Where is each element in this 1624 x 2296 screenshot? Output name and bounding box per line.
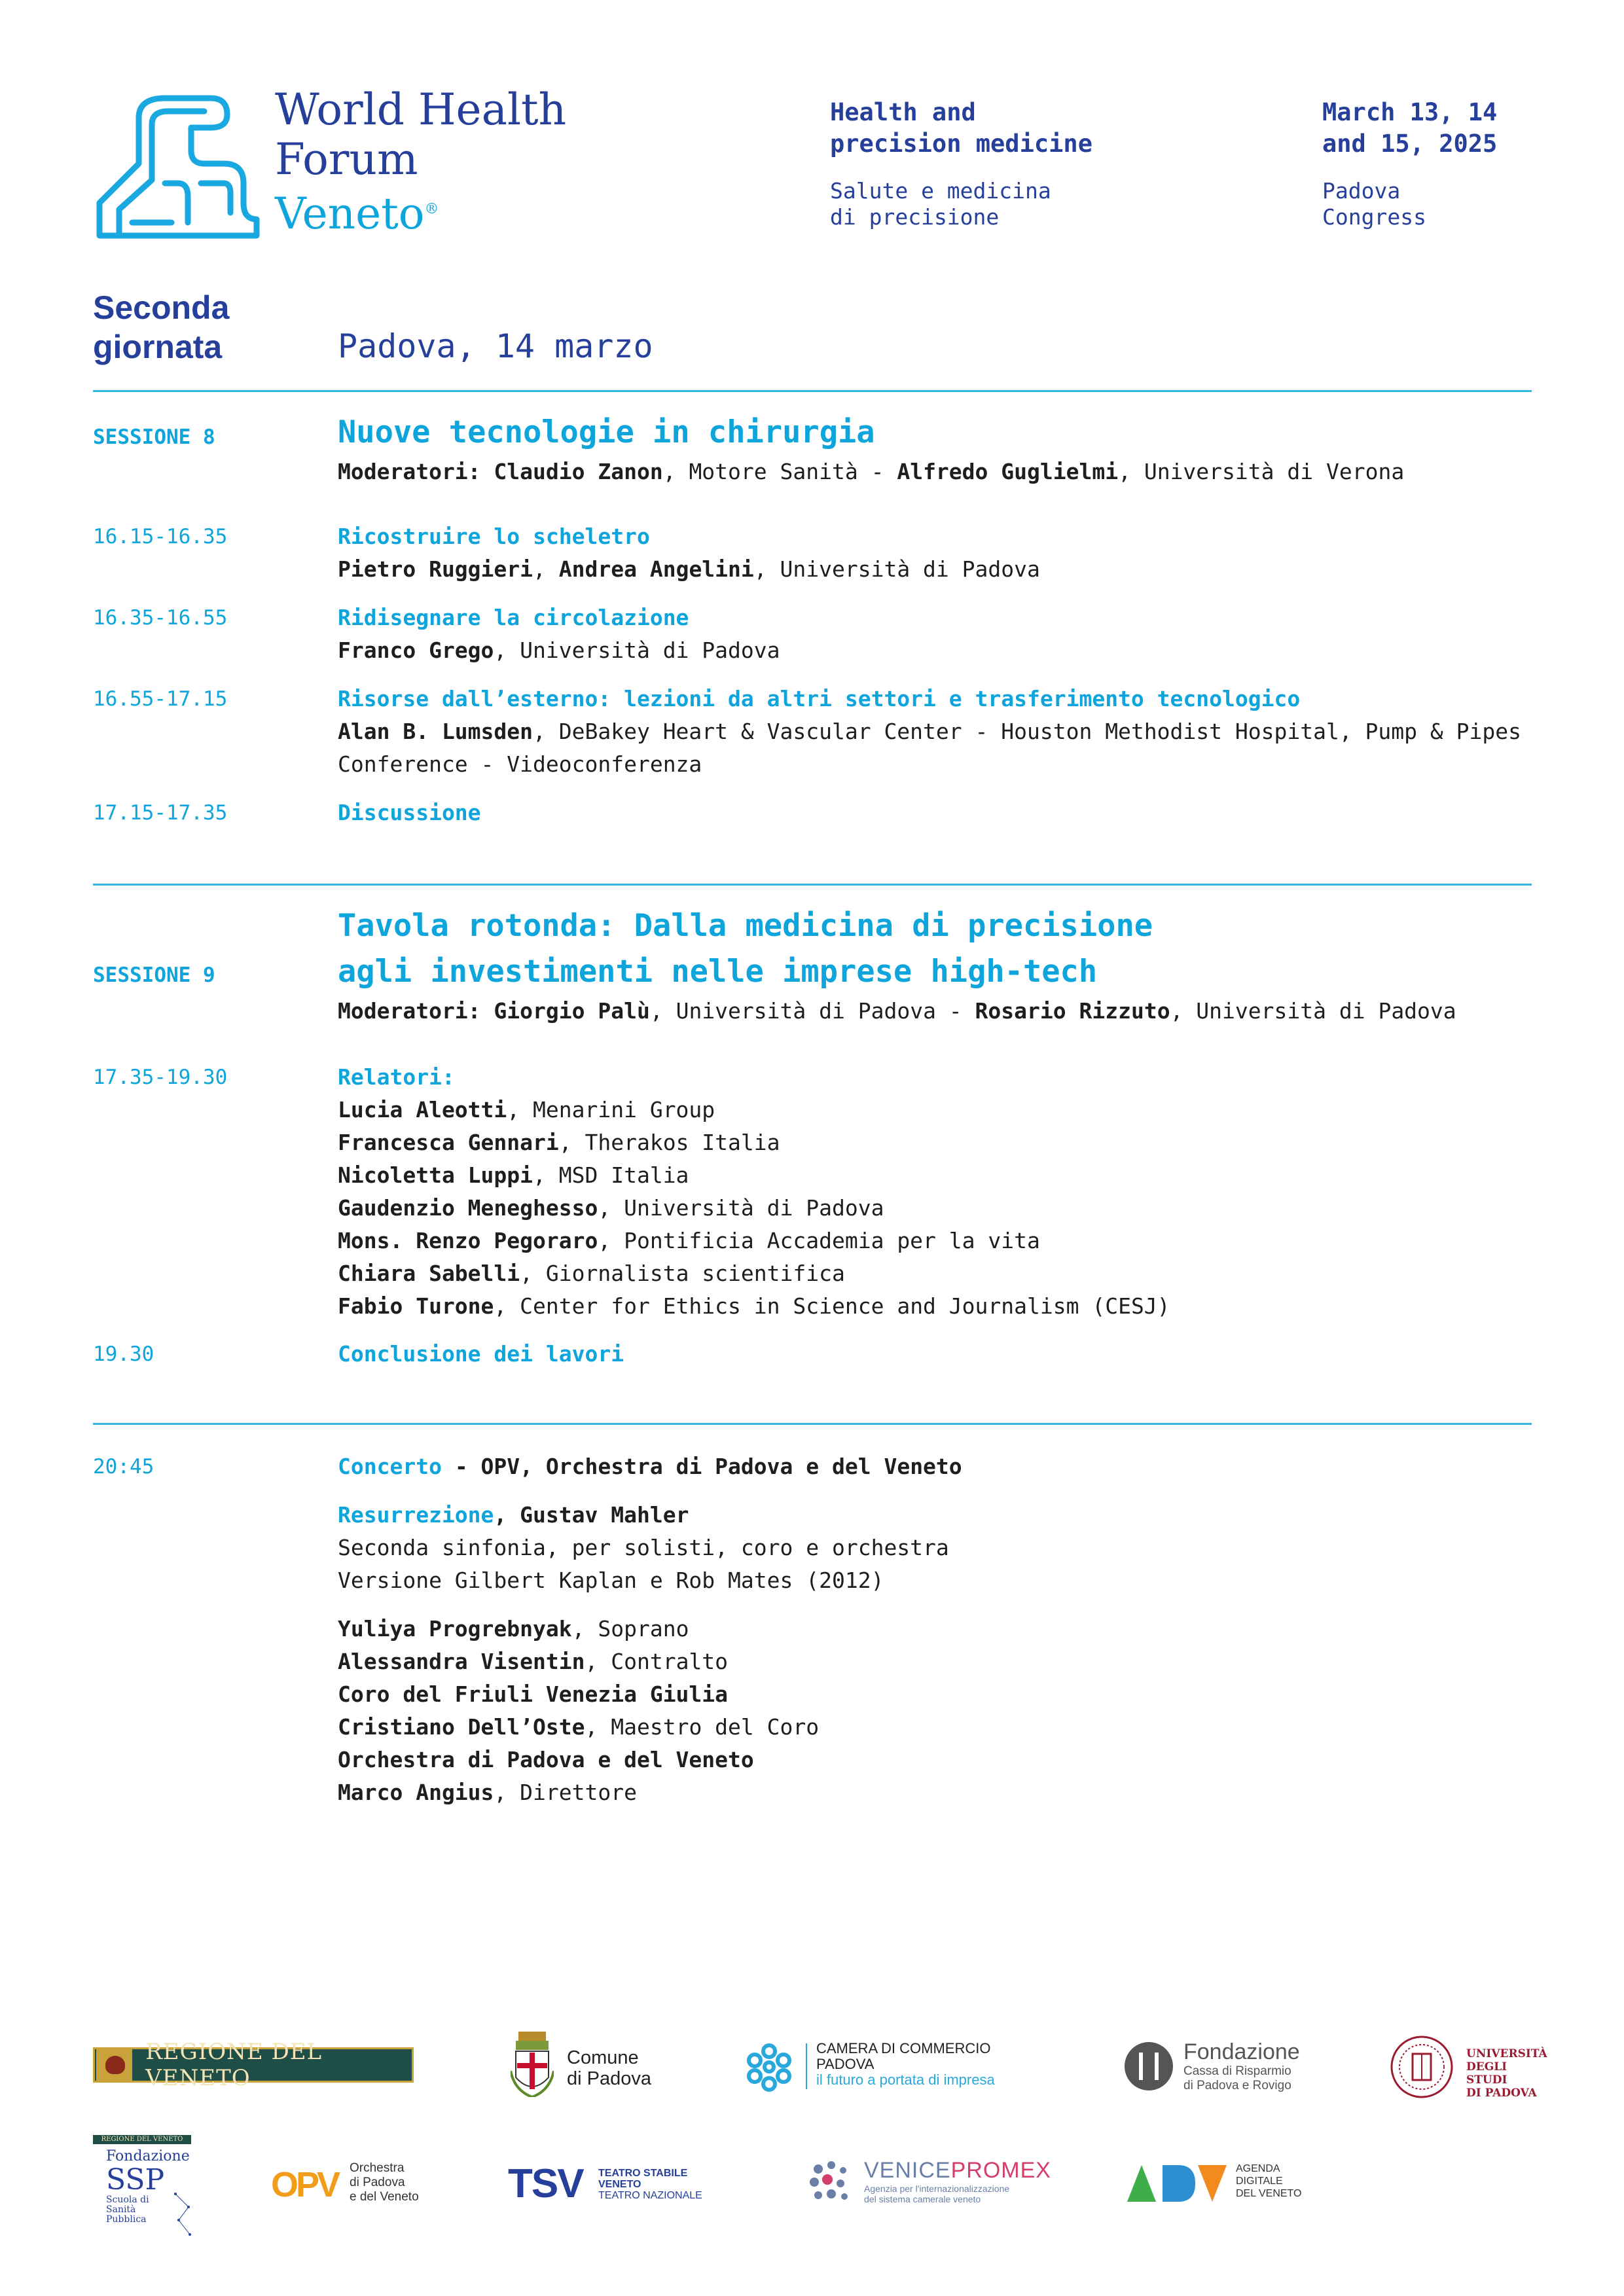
speaker-row bbox=[338, 1159, 1542, 1192]
performer-row bbox=[338, 1678, 1542, 1711]
constellation-icon bbox=[169, 2187, 195, 2240]
speaker-row bbox=[338, 1192, 1542, 1225]
city-shield-icon bbox=[511, 2032, 554, 2097]
theme-en-line-2: precision medicine bbox=[830, 130, 1092, 158]
talk-title: Conclusione dei lavori bbox=[338, 1341, 624, 1367]
piece-composer: , Gustav Mahler bbox=[494, 1502, 689, 1528]
opv-line-1: Orchestra bbox=[350, 2161, 405, 2175]
spacer bbox=[338, 1597, 1542, 1613]
session-9 bbox=[338, 903, 1542, 1028]
speaker-name: Andrea Angelini bbox=[558, 556, 754, 582]
moderator-affiliation: , Università di Padova - bbox=[649, 998, 975, 1024]
speaker-row bbox=[338, 1094, 1542, 1126]
speaker-affiliation: , Center for Ethics in Science and Journalism (CESJ) bbox=[494, 1293, 1170, 1319]
unipd-line-3: DI PADOVA bbox=[1466, 2087, 1537, 2100]
tsv-text bbox=[598, 2168, 702, 2201]
adv-text bbox=[1236, 2162, 1301, 2200]
session-8-title: Nuove tecnologie in chirurgia bbox=[338, 414, 875, 450]
session-9-title-line-1: Tavola rotonda: Dalla medicina di precisione bbox=[338, 908, 1153, 944]
moderator-affiliation: , Motore Sanità - bbox=[662, 459, 897, 484]
unipd-line-1: UNIVERSITÀ bbox=[1466, 2047, 1547, 2060]
talk-item bbox=[338, 601, 1542, 667]
speaker-row bbox=[338, 1225, 1542, 1257]
session-8-moderators bbox=[338, 456, 1542, 488]
ssp-line-1: Fondazione bbox=[106, 2148, 190, 2164]
performer-role: , Soprano bbox=[571, 1616, 689, 1641]
performer-name: Cristiano Dell’Oste bbox=[338, 1714, 585, 1740]
event-venue bbox=[1322, 178, 1426, 230]
speaker-row bbox=[338, 1126, 1542, 1159]
performer-row bbox=[338, 1711, 1542, 1744]
speaker-name: Gaudenzio Meneghesso bbox=[338, 1195, 598, 1221]
performer-role: , Maestro del Coro bbox=[585, 1714, 820, 1740]
regione-veneto-text: REGIONE DEL VENETO bbox=[145, 2039, 323, 2091]
divider bbox=[93, 1423, 1532, 1425]
promex-line-1: Agenzia per l'internazionalizzazione bbox=[864, 2183, 1010, 2194]
brand-line-2: Forum bbox=[275, 134, 418, 185]
talk-time: 16.15-16.35 bbox=[93, 525, 228, 548]
adv-line-1: AGENDA bbox=[1236, 2163, 1280, 2174]
theme-english bbox=[830, 97, 1092, 160]
talk-time: 16.35-16.55 bbox=[93, 606, 228, 630]
university-seal-icon bbox=[1389, 2034, 1454, 2100]
registered-mark: ® bbox=[424, 201, 439, 217]
speaker-name: Franco Grego bbox=[338, 637, 494, 663]
divider bbox=[93, 884, 1532, 886]
lion-icon bbox=[93, 92, 263, 242]
talk-item bbox=[338, 683, 1542, 781]
session-8-label: SESSIONE 8 bbox=[93, 425, 215, 449]
talk-item bbox=[338, 520, 1542, 586]
talk-item bbox=[338, 797, 1542, 829]
camera-commercio-logo bbox=[743, 2041, 1051, 2093]
promex-word-b: PROMEX bbox=[950, 2158, 1051, 2183]
talk-speakers bbox=[338, 634, 1542, 667]
opv-text bbox=[350, 2161, 419, 2204]
regione-veneto-logo bbox=[93, 2039, 414, 2091]
fondazione-line-1: Fondazione bbox=[1183, 2039, 1300, 2064]
moderator-name: Claudio Zanon bbox=[494, 459, 663, 484]
performer-role: , Contralto bbox=[585, 1649, 729, 1674]
speaker-separator: , bbox=[533, 556, 559, 582]
promex-line-2: del sistema camerale veneto bbox=[864, 2194, 981, 2204]
opv-line-3: e del Veneto bbox=[350, 2190, 419, 2204]
comune-line-1: Comune bbox=[567, 2047, 639, 2068]
performer-name: Marco Angius bbox=[338, 1780, 494, 1805]
ssp-line-5: Pubblica bbox=[106, 2214, 147, 2225]
venue-line-1: Padova bbox=[1322, 178, 1401, 204]
speaker-affiliation: , Università di Padova bbox=[753, 556, 1040, 582]
adv-mark-icon bbox=[1125, 2161, 1229, 2207]
fondazione-line-2: Cassa di Risparmio bbox=[1183, 2064, 1291, 2078]
ssp-logo bbox=[93, 2135, 198, 2243]
speaker-name: Fabio Turone bbox=[338, 1293, 494, 1319]
speaker-name: Alan B. Lumsden bbox=[338, 719, 533, 744]
camera-text bbox=[816, 2041, 995, 2088]
talk-title: Risorse dall’esterno: lezioni da altri settori e trasferimento tecnologico bbox=[338, 686, 1301, 711]
opv-logo bbox=[271, 2159, 441, 2211]
moderators-label: Moderatori: bbox=[338, 459, 494, 484]
performer-role: , Direttore bbox=[494, 1780, 637, 1805]
fondazione-mark-icon bbox=[1125, 2042, 1173, 2090]
talk-item bbox=[338, 1338, 1542, 1371]
moderator-name: Giorgio Palù bbox=[494, 998, 650, 1024]
talk-time: 17.35-19.30 bbox=[93, 1066, 228, 1089]
adv-line-2: DIGITALE bbox=[1236, 2176, 1283, 2187]
performer-name: Alessandra Visentin bbox=[338, 1649, 585, 1674]
speaker-affiliation: , DeBakey Heart & Vascular Center - Houston Methodist Hospital, Pump & Pipes Conference - Videoconferenza bbox=[338, 719, 1534, 777]
talk-title: Ridisegnare la circolazione bbox=[338, 605, 689, 630]
camera-line-1: CAMERA DI COMMERCIO bbox=[816, 2040, 991, 2056]
venice-promex-logo bbox=[805, 2153, 1054, 2212]
session-9-title-line-2: agli investimenti nelle imprese high-tech bbox=[338, 954, 1098, 990]
speaker-affiliation: , Giornalista scientifica bbox=[520, 1261, 845, 1286]
ssp-region-banner: REGIONE DEL VENETO bbox=[93, 2135, 191, 2144]
promex-word-a: VENICE bbox=[864, 2158, 951, 2183]
tsv-line-1: TEATRO STABILE bbox=[598, 2168, 688, 2179]
concert-piece bbox=[338, 1499, 1542, 1532]
fondazione-cariparo-logo bbox=[1125, 2037, 1321, 2096]
concert-header bbox=[338, 1450, 1542, 1483]
performer-row bbox=[338, 1744, 1542, 1776]
performer-name: Yuliya Progrebnyak bbox=[338, 1616, 572, 1641]
day-label-line-2: giornata bbox=[93, 329, 223, 365]
speaker-name: Lucia Aleotti bbox=[338, 1097, 507, 1122]
separator-line bbox=[806, 2043, 807, 2089]
day-label bbox=[93, 288, 229, 367]
brand-line-1: World Health bbox=[275, 84, 567, 135]
tsv-mark: TSV bbox=[508, 2161, 583, 2206]
talk-title: Discussione bbox=[338, 800, 481, 825]
camera-commercio-icon bbox=[743, 2041, 795, 2093]
talk-time: 16.55-17.15 bbox=[93, 687, 228, 711]
concert-orchestra: - OPV, Orchestra di Padova e del Veneto bbox=[441, 1454, 962, 1479]
brand-wordmark bbox=[275, 85, 566, 239]
ssp-line-4: Sanità bbox=[106, 2204, 136, 2215]
piece-description: Seconda sinfonia, per solisti, coro e orchestra bbox=[338, 1535, 949, 1560]
camera-line-2: PADOVA bbox=[816, 2056, 875, 2072]
lion-crest-icon bbox=[96, 2049, 132, 2081]
performer-name: Orchestra di Padova e del Veneto bbox=[338, 1747, 754, 1772]
concert-label: Concerto bbox=[338, 1454, 442, 1479]
theme-it-line-2: di precisione bbox=[830, 204, 1000, 230]
performer-name: Coro del Friuli Venezia Giulia bbox=[338, 1681, 729, 1707]
opv-mark-text: OPV bbox=[271, 2165, 338, 2204]
performer-row bbox=[338, 1776, 1542, 1809]
theme-it-line-1: Salute e medicina bbox=[830, 178, 1051, 204]
dates-line-1: March 13, 14 bbox=[1322, 98, 1498, 126]
unipd-text bbox=[1466, 2047, 1547, 2100]
comune-text bbox=[567, 2047, 651, 2089]
adv-line-3: DEL VENETO bbox=[1236, 2188, 1302, 2199]
brand-veneto: Veneto bbox=[275, 188, 425, 239]
moderators-label: Moderatori: bbox=[338, 998, 494, 1024]
comune-padova-logo bbox=[511, 2032, 661, 2097]
theme-en-line-1: Health and bbox=[830, 98, 976, 126]
tsv-line-3: TEATRO NAZIONALE bbox=[598, 2190, 702, 2201]
theme-italian bbox=[830, 178, 1051, 230]
speaker-affiliation: , Pontificia Accademia per la vita bbox=[598, 1228, 1040, 1253]
speakers-label: Relatori: bbox=[338, 1064, 455, 1090]
talk-speakers bbox=[338, 553, 1542, 586]
performer-row bbox=[338, 1645, 1542, 1678]
talk-time: 17.15-17.35 bbox=[93, 801, 228, 825]
moderator-affiliation: , Università di Verona bbox=[1118, 459, 1405, 484]
opv-line-2: di Padova bbox=[350, 2176, 405, 2189]
speaker-name: Mons. Renzo Pegoraro bbox=[338, 1228, 598, 1253]
speakers-list bbox=[338, 1061, 1542, 1323]
camera-line-3: il futuro a portata di impresa bbox=[816, 2072, 995, 2088]
speaker-name: Nicoletta Luppi bbox=[338, 1162, 533, 1188]
session-9-moderators bbox=[338, 995, 1542, 1028]
tsv-logo bbox=[508, 2160, 731, 2208]
speaker-affiliation: , Università di Padova bbox=[494, 637, 780, 663]
promex-wordmark bbox=[864, 2159, 1051, 2182]
performer-row bbox=[338, 1613, 1542, 1645]
brand-line-3 bbox=[275, 185, 566, 239]
venue-line-2: Congress bbox=[1322, 204, 1426, 230]
fondazione-line-3: di Padova e Rovigo bbox=[1183, 2079, 1291, 2092]
ssp-line-3: Scuola di bbox=[106, 2195, 149, 2205]
unipd-line-2: DEGLI STUDI bbox=[1466, 2060, 1507, 2087]
speaker-affiliation: , Menarini Group bbox=[507, 1097, 715, 1122]
day-title: Padova, 14 marzo bbox=[338, 327, 653, 365]
talk-speakers bbox=[338, 715, 1542, 781]
dates-line-2: and 15, 2025 bbox=[1322, 130, 1498, 158]
speaker-affiliation: , MSD Italia bbox=[533, 1162, 689, 1188]
speaker-name: Chiara Sabelli bbox=[338, 1261, 520, 1286]
unipd-logo bbox=[1389, 2034, 1546, 2100]
concert-time: 20:45 bbox=[93, 1455, 154, 1479]
moderator-name: Alfredo Guglielmi bbox=[897, 459, 1119, 484]
promex-dots-icon bbox=[805, 2156, 857, 2208]
adv-logo bbox=[1125, 2159, 1321, 2211]
speaker-row bbox=[338, 1257, 1542, 1290]
speaker-affiliation: , Therakos Italia bbox=[558, 1130, 780, 1155]
piece-version: Versione Gilbert Kaplan e Rob Mates (2012) bbox=[338, 1568, 884, 1593]
brand-logo bbox=[93, 92, 263, 242]
ssp-line-2: SSP bbox=[106, 2163, 165, 2197]
promex-text bbox=[864, 2183, 1009, 2204]
spacer bbox=[338, 1483, 1542, 1499]
speaker-row bbox=[338, 1290, 1542, 1323]
concert bbox=[338, 1450, 1542, 1809]
divider bbox=[93, 390, 1532, 392]
moderator-name: Rosario Rizzuto bbox=[975, 998, 1170, 1024]
moderator-affiliation: , Università di Padova bbox=[1170, 998, 1456, 1024]
comune-line-2: di Padova bbox=[567, 2068, 651, 2089]
fondazione-text bbox=[1183, 2039, 1300, 2093]
tsv-line-2: VENETO bbox=[598, 2179, 641, 2190]
speaker-name: Francesca Gennari bbox=[338, 1130, 559, 1155]
session-8 bbox=[338, 410, 1542, 488]
session-9-label: SESSIONE 9 bbox=[93, 963, 215, 987]
piece-title: Resurrezione bbox=[338, 1502, 494, 1528]
talk-time: 19.30 bbox=[93, 1342, 154, 1366]
opv-mark bbox=[271, 2165, 338, 2204]
speaker-name: Pietro Ruggieri bbox=[338, 556, 533, 582]
speaker-affiliation: , Università di Padova bbox=[598, 1195, 884, 1221]
day-label-line-1: Seconda bbox=[93, 289, 230, 326]
talk-title: Ricostruire lo scheletro bbox=[338, 524, 650, 549]
event-dates bbox=[1322, 97, 1497, 160]
